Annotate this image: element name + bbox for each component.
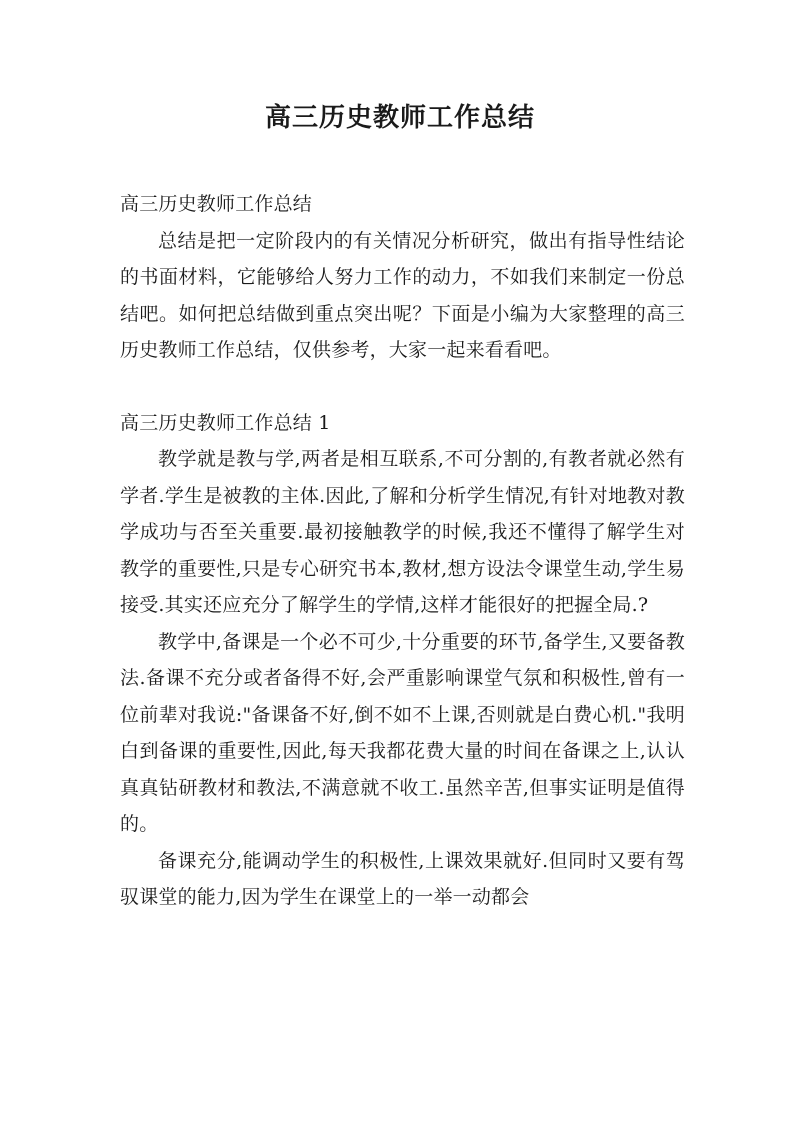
intro-heading: 高三历史教师工作总结 <box>120 193 313 215</box>
section-1-paragraph-2: 教学中,备课是一个必不可少,十分重要的环节,备学生,又要备教法.备课不充分或者备得不好,会严重影响课堂气氛和积极性,曾有一位前辈对我说:"备课备不好,倒不如不上课,否则就是白费心机."我明白到备课的重要性,因此,每天我都花费大量的时间在备课之上,认认真真钻研教材和教法,不满意就不收工.虽然辛苦,但事实证明是值得的。 <box>120 630 685 835</box>
section-spacer <box>120 369 685 405</box>
section-1-heading: 高三历史教师工作总结 1 <box>120 411 331 434</box>
section-1-paragraph-1: 教学就是教与学,两者是相互联系,不可分割的,有教者就必然有学者.学生是被教的主体.因此,了解和分析学生情况,有针对地教对教学成功与否至关重要.最初接触教学的时候,我还不懂得了解学生对教学的重要性,只是专心研究书本,教材,想方设法令课堂生动,学生易接受.其实还应充分了解学生的学情,这样才能很好的把握全局.? <box>120 448 685 616</box>
intro-paragraph: 总结是把一定阶段内的有关情况分析研究，做出有指导性结论的书面材料，它能够给人努力工作的动力，不如我们来制定一份总结吧。如何把总结做到重点突出呢？下面是小编为大家整理的高三历史教师工作总结，仅供参考，大家一起来看看吧。 <box>120 229 685 361</box>
document-title: 高三历史教师工作总结 <box>264 103 535 133</box>
section-1-paragraph-3: 备课充分,能调动学生的积极性,上课效果就好.但同时又要有驾驭课堂的能力,因为学生在课堂上的一举一动都会 <box>120 849 685 908</box>
document-body <box>120 186 685 916</box>
